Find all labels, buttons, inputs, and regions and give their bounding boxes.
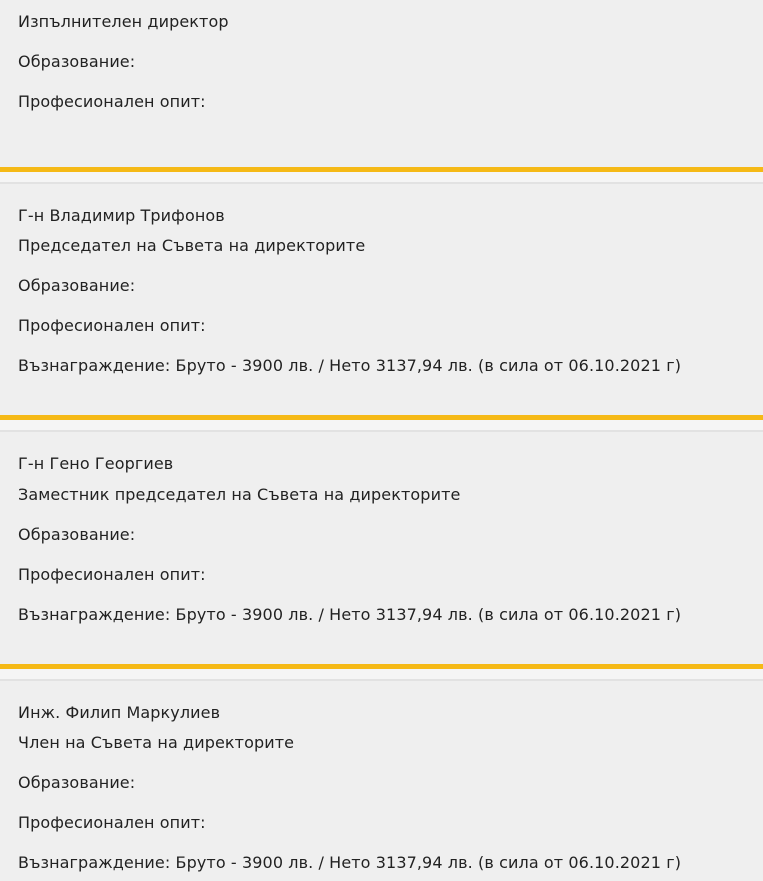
experience-label: Професионален опит: xyxy=(18,316,206,335)
experience-label: Професионален опит: xyxy=(18,813,206,832)
education-label: Образование: xyxy=(18,525,136,544)
director-card-chairman xyxy=(0,186,763,415)
director-name: Г-н Гено Георгиев xyxy=(18,454,174,473)
director-position: Член на Съвета на директорите xyxy=(18,733,295,752)
director-card-member xyxy=(0,683,763,881)
director-card-deputy-chairman xyxy=(0,434,763,664)
director-position: Изпълнителен директор xyxy=(18,12,229,31)
education-label: Образование: xyxy=(18,773,136,792)
salary-text: Възнаграждение: Бруто - 3900 лв. / Нето 3137,94 лв. (в сила от 06.10.2021 г) xyxy=(18,605,682,624)
education-label: Образование: xyxy=(18,52,136,71)
salary-text: Възнаграждение: Бруто - 3900 лв. / Нето 3137,94 лв. (в сила от 06.10.2021 г) xyxy=(18,356,682,375)
salary-text: Възнаграждение: Бруто - 3900 лв. / Нето 3137,94 лв. (в сила от 06.10.2021 г) xyxy=(18,853,682,872)
card-separator xyxy=(0,415,763,432)
director-name: Инж. Филип Маркулиев xyxy=(18,703,221,722)
director-position: Председател на Съвета на директорите xyxy=(18,236,366,255)
experience-label: Професионален опит: xyxy=(18,565,206,584)
experience-label: Професионален опит: xyxy=(18,92,206,111)
card-separator xyxy=(0,664,763,681)
education-label: Образование: xyxy=(18,276,136,295)
director-card-executive xyxy=(0,0,763,167)
director-position: Заместник председател на Съвета на директорите xyxy=(18,485,461,504)
director-name: Г-н Владимир Трифонов xyxy=(18,206,225,225)
card-separator xyxy=(0,167,763,184)
